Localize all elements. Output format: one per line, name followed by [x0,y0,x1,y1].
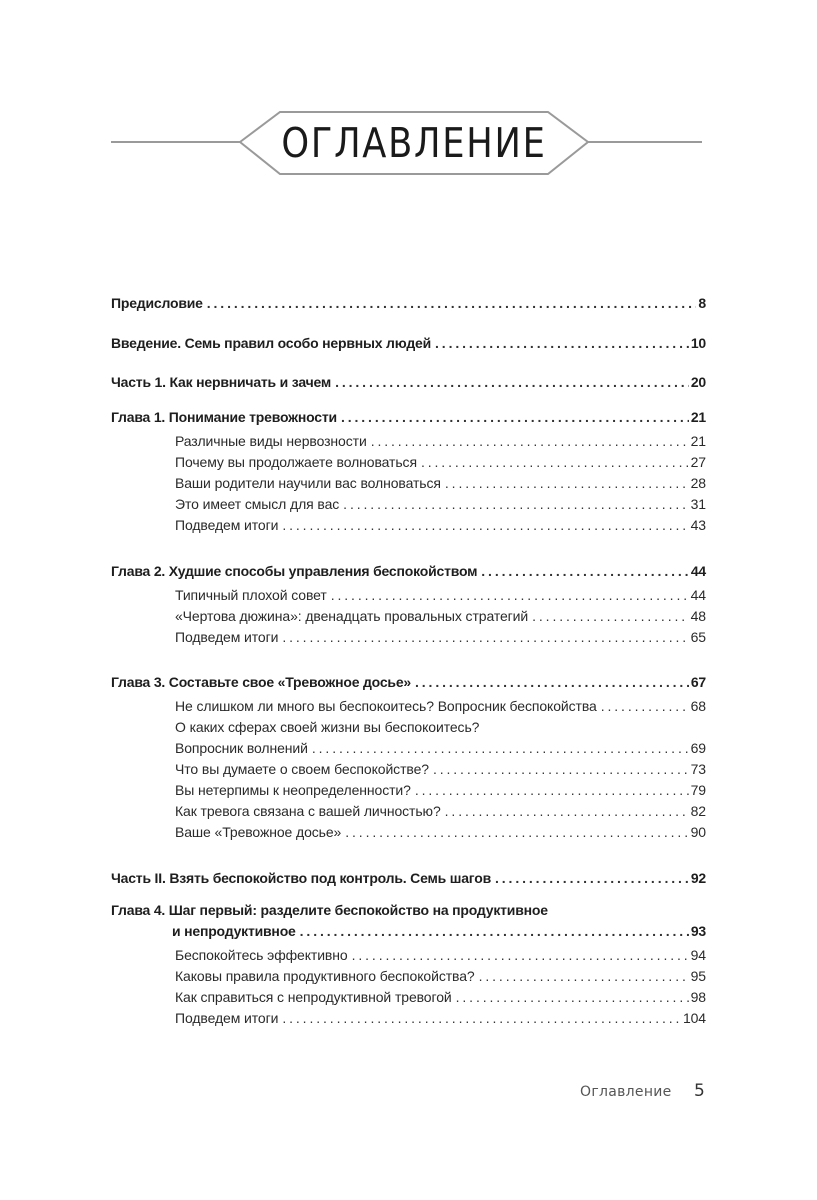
toc-entry-label: Как справиться с непродуктивной тревогой [175,989,452,1005]
toc-entry-label: Вы нетерпимы к неопределенности? [175,782,411,798]
toc-entry-page: 92 [690,870,706,886]
toc-entry-label: Глава 4. Шаг первый: разделите беспокойство на продуктивное [111,902,548,918]
toc-entry-label: Ваше «Тревожное досье» [175,824,342,840]
toc-entry-page: 98 [690,989,706,1005]
dot-leader [415,780,689,800]
toc-entry-page: 28 [690,475,706,491]
dot-leader [341,407,689,427]
toc-entry-label: Предисловие [111,295,203,311]
toc-entry-page: 20 [690,374,706,390]
toc-entry-page: 31 [690,496,706,512]
dot-leader [495,868,689,888]
page-title: ОГЛАВЛЕНИЕ [281,119,547,167]
toc-entry-page: 93 [690,923,706,939]
toc-entry-page: 68 [690,698,706,714]
toc-entry-section[interactable] [175,987,706,1007]
toc-entry-section[interactable] [175,759,706,779]
toc-entry-page: 79 [690,782,706,798]
toc-entry-section[interactable] [175,606,706,626]
toc-entry-label: и непродуктивное [172,923,296,939]
toc-entry-section[interactable] [175,945,706,965]
toc-entry-label: Не слишком ли много вы беспокоитесь? Вопросник беспокойства [175,698,597,714]
dot-leader [415,672,689,692]
toc-entry-label: Глава 3. Составьте свое «Тревожное досье» [111,674,411,690]
dot-leader [282,627,688,647]
toc-entry-part-2[interactable] [111,868,706,888]
toc-entry-label: О каких сферах своей жизни вы беспокоитесь? [175,719,480,735]
dot-leader [352,945,689,965]
toc-entry-page: 69 [690,740,706,756]
toc-entry-page: 44 [690,587,706,603]
toc-entry-introduction[interactable] [111,333,706,353]
toc-entry-page: 8 [698,295,706,311]
toc-entry-page: 44 [690,563,706,579]
page-number: 5 [694,1081,705,1101]
dot-leader [300,921,689,941]
toc-entry-page: 21 [690,409,706,425]
toc-entry-page: 65 [690,629,706,645]
toc-entry-page: 10 [690,335,706,351]
toc-entry-label: Почему вы продолжаете волноваться [175,454,417,470]
dot-leader [532,606,689,626]
dot-leader [343,494,688,514]
toc-entry-section[interactable] [175,494,706,514]
toc-entry-label: Глава 1. Понимание тревожности [111,409,337,425]
toc-entry-preface[interactable] [111,293,706,313]
toc-entry-label: Глава 2. Худшие способы управления беспокойством [111,563,478,579]
toc-entry-chapter-3[interactable] [111,672,706,692]
toc-entry-section[interactable] [175,738,706,758]
toc-entry-section[interactable] [175,717,706,737]
running-title: Оглавление [580,1084,672,1100]
toc-entry-label: Типичный плохой совет [175,587,327,603]
toc-entry-label: Это имеет смысл для вас [175,496,340,512]
toc-entry-page: 27 [690,454,706,470]
toc-entry-page: 90 [690,824,706,840]
toc-entry-page: 95 [690,968,706,984]
dot-leader [207,293,697,313]
dot-leader [335,372,689,392]
toc-entry-label: Часть II. Взять беспокойство под контроль. Семь шагов [111,870,491,886]
toc-entry-label: Как тревога связана с вашей личностью? [175,803,441,819]
toc-entry-label: Беспокойтесь эффективно [175,947,348,963]
dot-leader [421,452,689,472]
toc-entry-section[interactable] [175,780,706,800]
toc-entry-label: Ваши родители научили вас волноваться [175,475,441,491]
toc-entry-label: Введение. Семь правил особо нервных людей [111,335,432,351]
toc-entry-chapter-4-continued[interactable] [172,921,706,941]
toc-entry-chapter-4[interactable] [111,900,706,920]
toc-entry-section[interactable] [175,801,706,821]
toc-entry-label: Часть 1. Как нервничать и зачем [111,374,332,390]
toc-entry-page: 67 [690,674,706,690]
toc-entry-label: Подведем итоги [175,629,279,645]
toc-entry-page: 21 [690,433,706,449]
dot-leader [481,561,689,581]
dot-leader [312,738,689,758]
toc-entry-part-1[interactable] [111,372,706,392]
toc-entry-section[interactable] [175,452,706,472]
dot-leader [456,987,689,1007]
toc-entry-page: 94 [690,947,706,963]
dot-leader [282,515,688,535]
dot-leader [433,759,689,779]
dot-leader [445,801,689,821]
toc-entry-page: 104 [682,1010,706,1026]
toc-entry-section[interactable] [175,1008,706,1028]
toc-entry-page: 43 [690,517,706,533]
toc-entry-label: Подведем итоги [175,1010,279,1026]
dot-leader [331,585,689,605]
toc-entry-label: Что вы думаете о своем беспокойстве? [175,761,429,777]
dot-leader [435,333,689,353]
toc-entry-label: «Чертова дюжина»: двенадцать провальных стратегий [175,608,529,624]
dot-leader [479,966,689,986]
dot-leader [282,1008,681,1028]
toc-entry-label: Вопросник волнений [175,740,308,756]
toc-entry-section[interactable] [175,627,706,647]
toc-entry-page: 48 [690,608,706,624]
toc-entry-section[interactable] [175,473,706,493]
toc-entry-chapter-1[interactable] [111,407,706,427]
toc-entry-section[interactable] [175,515,706,535]
toc-entry-page: 73 [690,761,706,777]
toc-entry-section[interactable] [175,822,706,842]
toc-entry-section[interactable] [175,966,706,986]
dot-leader [601,696,689,716]
toc-entry-chapter-2[interactable] [111,561,706,581]
toc-entry-label: Различные виды нервозности [175,433,367,449]
toc-entry-section[interactable] [175,696,706,716]
toc-entry-label: Каковы правила продуктивного беспокойства? [175,968,475,984]
toc-entry-label: Подведем итоги [175,517,279,533]
dot-leader [345,822,688,842]
toc-entry-page: 82 [690,803,706,819]
dot-leader [371,431,689,451]
toc-entry-section[interactable] [175,585,706,605]
toc-entry-section[interactable] [175,431,706,451]
dot-leader [445,473,689,493]
